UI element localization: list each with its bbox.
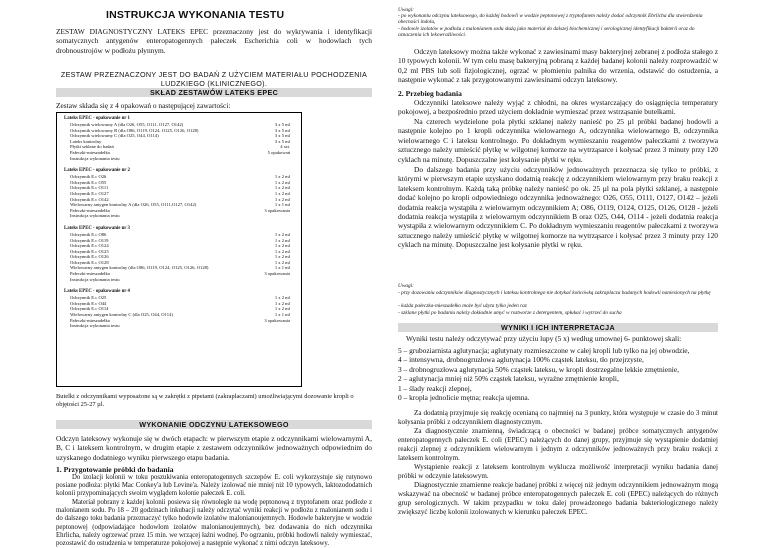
step1-paragraph-2: Materiał pobrany z każdej kolonii posiewa się równolegle na wodę peptonową z tryptofanem oraz podłoże z malonianem sodu. Po 18 – 20 godzinach inkubacji należy odczytać wyniki reakcji w podłożu z malonianem sodu i do dalszego toku badania przeznaczyć tylko hodowle izolatów malonianoujemnych. Hodowle bakteryjne w wodzie peptonowej (odpowiadające hodowlom izolatów malonianoujemnych), bez dodawania do nich odczynnika Ehrlicha, należy ogrzewać przez 15 min. we wrzącej łaźni wodnej. Po ogrzaniu, próbki hodowli należy wymieszać, pozostawić do ostudzenia w temperaturze pokojowej a następnie wykonać z nimi odczyn lateksowy. bbox=[56, 499, 372, 548]
kit-package-header: Lateks EPEC - opakowanie nr 4 bbox=[64, 289, 130, 295]
kit-item-name: Instrukcja wykonania testu bbox=[70, 323, 120, 329]
step1-title: 1. Przygotowanie próbki do badania bbox=[56, 465, 174, 474]
kit-intro: Zestaw składa się z 4 opakowań o następującej zawartości: bbox=[56, 101, 231, 110]
kit-item-quantity: 3 x 5 ml bbox=[274, 133, 290, 139]
kit-item-name: Pałeczki-mieszadełka bbox=[70, 271, 110, 277]
kit-item-quantity: 3 opakowania bbox=[264, 207, 290, 213]
kit-section-header: SKŁAD ZESTAWÓW LATEKS EPEC bbox=[56, 88, 372, 97]
kit-package-header: Lateks EPEC - opakowanie nr 1 bbox=[64, 116, 130, 121]
kit-item-name: Pałeczki-mieszadełka bbox=[70, 207, 110, 213]
kit-contents-box bbox=[56, 112, 302, 387]
kit-item-name: Płytki szklane do badań bbox=[70, 144, 114, 150]
kit-item-name: Instrukcja wykonania testu bbox=[70, 276, 120, 282]
kit-item-name: Instrukcja wykonania testu bbox=[70, 213, 120, 219]
kit-item-quantity: 1 x 2 ml bbox=[274, 300, 290, 306]
kit-item-quantity: 1 x 2 ml bbox=[274, 190, 290, 196]
kit-item-name: Wielowarny antygen kontrolny (dla O86, O119, O124, O125, O126, O128) bbox=[70, 265, 209, 271]
kit-item-quantity: 1 x 2 ml bbox=[274, 248, 290, 254]
kit-item-quantity: 1 x 2 ml bbox=[274, 254, 290, 260]
bottles-note: Butelki z odczynnikami wyposażone są w zakrętki z pipetami (zakraplaczami) umożliwiającymi dozowanie kropli o objętości 25-27 µl. bbox=[56, 393, 354, 408]
kit-item-quantity: 1 x 2 ml bbox=[274, 243, 290, 249]
step1-paragraph-1: Do izolacji kolonii w toku poszukiwania enteropatogennych szczepów E. coli wykorzystuje się rutynowo posiane podłoża: płytki Mac Conkey'a lub Levine'a. Należy izolować nie mniej niż 10 typowych, laktozododatnich kolonii przypominających swoim wyglądem kolonie pałeczek E. coli. bbox=[56, 474, 372, 498]
kit-item-name: Lateks kontrolny bbox=[70, 138, 102, 144]
step2-paragraph-2: Na czterech wydzielone pola płytki szklanej należy nanieść po 25 µl próbki badanej hodowli a następnie kolejno po 1 kropli odczynnika wielowarnego A, odczynnika wielowarnego B, odczynnika wielowarnego C i lateksu kontrolnego. Po dokładnym wymieszaniu reagentów pałeczkami z tworzywa sztucznego należy umieścić płytkę w wilgotnej komorze na wytrząsarce i kołysać przez 3 minuty przy 120 cyklach na minutę. Dopuszczalne jest kołysanie płytki w ręku. bbox=[398, 117, 718, 164]
kit-item-quantity: 1 x 2 ml bbox=[274, 179, 290, 185]
kit-item-quantity: 1 x 1 ml bbox=[274, 312, 290, 318]
kit-item-name: Odczynnik E.c O55 bbox=[70, 179, 107, 185]
step2-title: 2. Przebieg badania bbox=[398, 89, 462, 98]
step2-paragraph-1: Odczynniki lateksowe należy wyjąć z chłodni, na okres wystarczający do osiągnięcia temperatury pokojowej, a bezpośrednio przed użyciem dokładnie wymieszać przez wstrząsanie butelkami. bbox=[398, 98, 718, 117]
interpretation-paragraph-3: Wystąpienie reakcji z lateksem kontrolnym wyklucza możliwość interpretacji wyniku badania danej próbki w odczynie lateksowym. bbox=[398, 463, 718, 480]
kit-item-quantity: 3 opakowania bbox=[264, 271, 290, 277]
kit-item-name: Instrukcja wykonania testu bbox=[70, 155, 120, 161]
step2-paragraph-3: Do dalszego badania przy użyciu odczynników jednoważnych przeznacza się tylko te próbki, z którymi w pierwszym etapie uzyskano dodatnią reakcję z odczynnikiem wielowarnym przy braku reakcji z lateksem kontrolnym. Każdą taką próbkę należy nanieść po ok. 25 µl na pola płytki szklanej, a następnie dodać kolejno po kropli odpowiedniego odczynnika jednoważnego: O26, O55, O111, O127, O142 – jeżeli dodatnia reakcja wystąpiła z wielowarnym odczynnikiem A; O86, O119, O124, O125, O126, O128 - jeżeli dodatnia reakcja wystąpiła z wielowarnym odczynnikiem B oraz O25, O44, O114 - jeżeli dodatnia reakcja wystąpiła z wielowarnym odczynnikiem C. Po dokładnym wymieszaniu reagentów pałeczkami z tworzywa sztucznego należy umieścić płytkę w wilgotnej komorze na wytrząsarce i kołysać przez 3 minuty przy 120 cyklach na minutę. Dopuszczalne jest kołysanie płytki w ręku. bbox=[398, 165, 718, 250]
kit-item-row bbox=[64, 323, 290, 329]
interpretation-paragraph-1: Za dodatnią przyjmuje się reakcję ocenianą co najmniej na 3 punkty, która występuje w czasie do 3 minut kołysania próbki z odczynnikiem diagnostycznym. bbox=[398, 409, 718, 426]
note1-title: Uwagi: bbox=[398, 7, 414, 13]
scale-item: 1 – ślady reakcji zlepnej, bbox=[398, 383, 472, 393]
kit-item-name: Odczynnik E.c O86 bbox=[70, 231, 107, 237]
interpretation-paragraph-4: Diagnostycznie znamienne reakcje badanej próbki z więcej niż jednym odczynnikiem jednoważnym mogą wskazywać na obecność w badanej próbce enteropatogennych pałeczek E. coli (EPEC) należących do różnych grup serologicznych. W takim przypadku w toku dalej prowadzonego badania bakteriologicznego należy zwiększyć liczbę kolonii izolowanych w kierunku pałeczek EPEC. bbox=[398, 481, 718, 516]
kit-item-name: Odczynnik E.c O119 bbox=[70, 237, 109, 243]
kit-list bbox=[64, 116, 290, 329]
note1-line-2: - hodowle izolatów w podłożu z malonianem sodu służą jako materiał do dalszej biochemicznej i serologicznej identyfikacji bakterii oraz do oznaczenia ich lekowrażliwości. bbox=[398, 26, 695, 39]
kit-item-quantity: 1 x 2 ml bbox=[274, 237, 290, 243]
method-section-header: WYKONANIE ODCZYNU LATEKSOWEGO bbox=[56, 420, 372, 429]
kit-item-quantity: 3 opakowania bbox=[264, 317, 290, 323]
kit-item-name: Odczynnik E.c O128 bbox=[70, 259, 109, 265]
kit-item-quantity: 1 x 2 ml bbox=[274, 295, 290, 301]
agglutination-scale bbox=[398, 346, 689, 402]
kit-item-quantity: 1 x 2 ml bbox=[274, 174, 290, 180]
kit-item-quantity: 1 x 2 ml bbox=[274, 306, 290, 312]
kit-item-row bbox=[64, 213, 290, 219]
kit-item-quantity: 3 x 5 ml bbox=[274, 127, 290, 133]
kit-package-header: Lateks EPEC - opakowanie nr 3 bbox=[64, 225, 130, 231]
kit-item-quantity: 1 x 2 ml bbox=[274, 259, 290, 265]
kit-item-quantity: 3 x 5 ml bbox=[274, 122, 290, 127]
kit-item-name: Odczynnik E.c O25 bbox=[70, 295, 107, 301]
scale-item: 5 – gruboziarnista aglutynacja; aglutynaty rozmieszczone w całej kropli lub tylko na jej obwodzie, bbox=[398, 346, 690, 355]
kit-item-name: Odczynnik E.c O142 bbox=[70, 196, 109, 202]
scale-item: 0 – kropla jednolicie mętna; reakcja ujemna. bbox=[398, 393, 530, 403]
kit-item-name: Odczynnik E.c O114 bbox=[70, 306, 109, 312]
kit-item-row bbox=[64, 156, 290, 162]
kit-item-name: Odczynnik E.c O44 bbox=[70, 300, 107, 306]
kit-item-quantity: 1 x 2 ml bbox=[274, 196, 290, 202]
note2-line-3: - szklane płytki po badaniu należy dokładnie umyć w roztworze z detergentem, spłukać i wytrzeć do sucha bbox=[398, 310, 622, 316]
kit-item-name: Wielowarny antygen kontrolny C (dla O25, O44, O114) bbox=[70, 312, 173, 318]
document-title: INSTRUKCJA WYKONANIA TESTU bbox=[106, 9, 285, 21]
kit-item-quantity: 4 szt. bbox=[280, 144, 290, 150]
note2-line-1: - przy dozowaniu odczynników diagnostycznych i lateksu kontrolnego nie dotykać końcówką zakraplacza badanych hodowli naniesionych na płytkę bbox=[398, 290, 711, 296]
kit-item-name: Odczynnik E.c O127 bbox=[70, 190, 109, 196]
suspension-paragraph: Odczyn lateksowy można także wykonać z zawiesinami masy bakteryjnej zebranej z podłoża stałego z 10 typowych kolonii. W tym celu masę bakteryjną pobraną z każdej badanej kolonii należy rozprowadzić w 0,2 ml PBS lub soli fizjologicznej, ogrzać w płomieniu palnika do wrzenia, odstawić do ostudzenia, a następnie wykonać z tak przygotowanymi zawiesinami odczyn lateksowy. bbox=[398, 47, 718, 85]
scale-item: 2 – aglutynacja mniej niż 50% cząstek lateksu, wyraźne zmętnienie kropli, bbox=[398, 374, 619, 384]
kit-item-quantity: 5 opakowań bbox=[267, 149, 290, 155]
note2-title: Uwagi: bbox=[398, 283, 414, 289]
purpose-statement: ZESTAW PRZEZNACZONY JEST DO BADAŃ Z UŻYCIEM MATERIAŁU POCHODZENIA LUDZKIEGO (KLINICZNEGO). bbox=[60, 70, 368, 88]
scale-item: 3 – drobnogruzłowa aglutynacja 50% cząstek lateksu, w kropli dostrzegalne lekkie zmętnienie, bbox=[398, 364, 679, 374]
kit-item-name: Pałeczki-mieszadełka bbox=[70, 149, 110, 155]
kit-item-name: Pałeczki-mieszadełka bbox=[70, 317, 110, 323]
intro-paragraph: ZESTAW DIAGNOSTYCZNY LATEKS EPEC przeznaczony jest do wykrywania i identyfikacji somatycznych antygenów enteropatogennych pałeczek Escherichia coli w hodowlach tych drobnoustrojów w podłożu płynnym. bbox=[56, 27, 372, 55]
kit-package-header: Lateks EPEC - opakowanie nr 2 bbox=[64, 168, 130, 174]
kit-item-quantity: 1 x 2 ml bbox=[274, 231, 290, 237]
kit-item-quantity: 1 x 1 ml bbox=[274, 265, 290, 271]
note2-line-2: - każda pałeczka-mieszadełko może być użyta tylko jeden raz bbox=[398, 303, 527, 309]
scale-item: 4 – intensywna, drobnogruzłowa aglutynacja 100% cząstek lateksu, tło przejrzyste, bbox=[398, 355, 644, 365]
kit-item-quantity: 1 x 2 ml bbox=[274, 185, 290, 191]
kit-item-name: Odczynnik E.c O111 bbox=[70, 185, 109, 191]
kit-item-name: Wielowarny antygen kontrolny A (dla O26, O55, O111,O127, O142) bbox=[70, 202, 197, 208]
kit-item-quantity: 1 x 1 ml bbox=[274, 202, 290, 208]
note1-line-1: - po wykonaniu odczynu lateksowego, do każdej hodowli w wodzie peptonowej z tryptofanem należy dodać odczynnik Ehrlicha dla stwierdzenia obecności indolu, bbox=[398, 13, 703, 26]
interpretation-paragraph-2: Za diagnostycznie znamienną, świadczącą o obecności w badanej próbce somatycznych antygenów enteropatogennych pałeczek E. coli (EPEC) należących do danej grupy, przyjmuje się wystąpienie dodatniej reakcji zlepnej z odczynnikiem wielowarnym i jednym z odczynników jednoważnych przy braku reakcji z lateksem kontrolnym. bbox=[398, 427, 718, 462]
kit-item-name: Odczynnik E.c O126 bbox=[70, 254, 109, 260]
kit-item-name: Odczynnik wielowarny A (dla O26, O55, O111, O127, O142) bbox=[70, 122, 184, 127]
results-section-header: WYNIKI I ICH INTERPRETACJA bbox=[398, 323, 718, 332]
kit-item-name: Odczynnik E.c O26 bbox=[70, 174, 107, 180]
kit-item-name: Odczynnik wielowarny B (dla O86, O119, O124, O125, O126, O128) bbox=[70, 127, 199, 133]
kit-item-name: Odczynnik E.c O125 bbox=[70, 248, 109, 254]
kit-item-quantity: 3 x 5 ml bbox=[274, 138, 290, 144]
kit-item-name: Odczynnik E.c O124 bbox=[70, 243, 109, 249]
kit-item-name: Odczynnik wielowarny C (dla O25, O44, O114) bbox=[70, 133, 159, 139]
method-intro: Odczyn lateksowy wykonuje się w dwóch etapach: w pierwszym etapie z odczynnikami wielowarnymi A, B, C i lateksem kontrolnym, w drugim etapie z zestawem odczynników jednoważnych odpowiednim do uzyskanego dodatniego wyniku pierwszego etapu badania. bbox=[56, 434, 372, 462]
results-intro: Wyniki testu należy odczytywać przy użyciu lupy (5 x) według umownej 6- punktowej skali: bbox=[406, 334, 682, 343]
kit-item-row bbox=[64, 277, 290, 283]
